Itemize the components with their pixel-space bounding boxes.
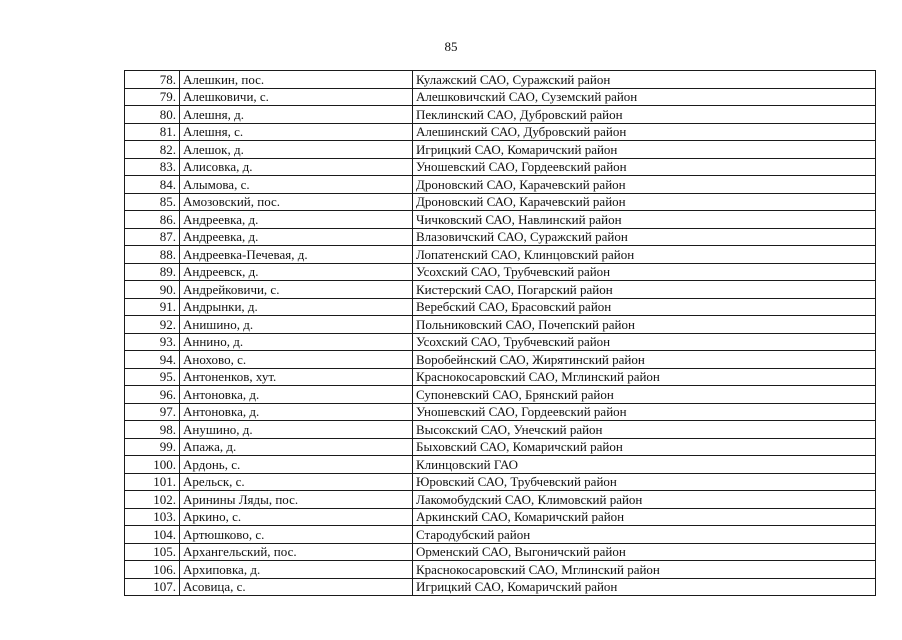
table-row bbox=[125, 281, 876, 299]
administrative-unit: Дроновский САО, Карачевский район bbox=[413, 193, 876, 211]
settlement-name: Андреевка-Печевая, д. bbox=[180, 246, 413, 264]
administrative-unit: Польниковский САО, Почепский район bbox=[413, 316, 876, 334]
settlement-name: Асовица, с. bbox=[180, 578, 413, 596]
settlements-table bbox=[124, 70, 876, 596]
administrative-unit: Влазовичский САО, Суражский район bbox=[413, 228, 876, 246]
administrative-unit: Уношевский САО, Гордеевский район bbox=[413, 158, 876, 176]
administrative-unit: Веребский САО, Брасовский район bbox=[413, 298, 876, 316]
settlement-name: Андреевка, д. bbox=[180, 211, 413, 229]
administrative-unit: Краснокосаровский САО, Мглинский район bbox=[413, 561, 876, 579]
table-row bbox=[125, 386, 876, 404]
table-row bbox=[125, 88, 876, 106]
table-row bbox=[125, 211, 876, 229]
row-number: 82. bbox=[125, 141, 180, 159]
table-row bbox=[125, 298, 876, 316]
row-number: 103. bbox=[125, 508, 180, 526]
table-row bbox=[125, 456, 876, 474]
settlement-name: Андрейковичи, с. bbox=[180, 281, 413, 299]
settlement-name: Апажа, д. bbox=[180, 438, 413, 456]
settlement-name: Антоновка, д. bbox=[180, 386, 413, 404]
row-number: 102. bbox=[125, 491, 180, 509]
settlement-name: Андрынки, д. bbox=[180, 298, 413, 316]
row-number: 78. bbox=[125, 71, 180, 89]
administrative-unit: Стародубский район bbox=[413, 526, 876, 544]
administrative-unit: Быховский САО, Комаричский район bbox=[413, 438, 876, 456]
settlement-name: Архангельский, пос. bbox=[180, 543, 413, 561]
table-row bbox=[125, 333, 876, 351]
row-number: 94. bbox=[125, 351, 180, 369]
administrative-unit: Аркинский САО, Комаричский район bbox=[413, 508, 876, 526]
administrative-unit: Супоневский САО, Брянский район bbox=[413, 386, 876, 404]
row-number: 89. bbox=[125, 263, 180, 281]
table-row bbox=[125, 403, 876, 421]
settlement-name: Антоновка, д. bbox=[180, 403, 413, 421]
row-number: 101. bbox=[125, 473, 180, 491]
administrative-unit: Дроновский САО, Карачевский район bbox=[413, 176, 876, 194]
row-number: 79. bbox=[125, 88, 180, 106]
row-number: 83. bbox=[125, 158, 180, 176]
administrative-unit: Алешковичский САО, Суземский район bbox=[413, 88, 876, 106]
settlement-name: Алешня, с. bbox=[180, 123, 413, 141]
table-row bbox=[125, 106, 876, 124]
row-number: 91. bbox=[125, 298, 180, 316]
administrative-unit: Высокский САО, Унечский район bbox=[413, 421, 876, 439]
table-row bbox=[125, 176, 876, 194]
row-number: 106. bbox=[125, 561, 180, 579]
administrative-unit: Кистерский САО, Погарский район bbox=[413, 281, 876, 299]
settlement-name: Ардонь, с. bbox=[180, 456, 413, 474]
table-row bbox=[125, 368, 876, 386]
table-row bbox=[125, 421, 876, 439]
table-row bbox=[125, 508, 876, 526]
table-row bbox=[125, 71, 876, 89]
row-number: 107. bbox=[125, 578, 180, 596]
table-row bbox=[125, 561, 876, 579]
settlement-name: Алешковичи, с. bbox=[180, 88, 413, 106]
row-number: 98. bbox=[125, 421, 180, 439]
row-number: 96. bbox=[125, 386, 180, 404]
settlement-name: Аннино, д. bbox=[180, 333, 413, 351]
settlements-table-body bbox=[125, 71, 876, 596]
row-number: 81. bbox=[125, 123, 180, 141]
table-row bbox=[125, 351, 876, 369]
row-number: 104. bbox=[125, 526, 180, 544]
table-row bbox=[125, 193, 876, 211]
row-number: 84. bbox=[125, 176, 180, 194]
administrative-unit: Алешинский САО, Дубровский район bbox=[413, 123, 876, 141]
row-number: 87. bbox=[125, 228, 180, 246]
settlement-name: Алешня, д. bbox=[180, 106, 413, 124]
administrative-unit: Лопатенский САО, Клинцовский район bbox=[413, 246, 876, 264]
table-row bbox=[125, 263, 876, 281]
administrative-unit: Усохский САО, Трубчевский район bbox=[413, 263, 876, 281]
settlement-name: Андреевка, д. bbox=[180, 228, 413, 246]
row-number: 86. bbox=[125, 211, 180, 229]
table-row bbox=[125, 578, 876, 596]
settlement-name: Анушино, д. bbox=[180, 421, 413, 439]
row-number: 97. bbox=[125, 403, 180, 421]
administrative-unit: Пеклинский САО, Дубровский район bbox=[413, 106, 876, 124]
administrative-unit: Игрицкий САО, Комаричский район bbox=[413, 578, 876, 596]
administrative-unit: Юровский САО, Трубчевский район bbox=[413, 473, 876, 491]
administrative-unit: Игрицкий САО, Комаричский район bbox=[413, 141, 876, 159]
row-number: 85. bbox=[125, 193, 180, 211]
settlement-name: Андреевск, д. bbox=[180, 263, 413, 281]
settlement-name: Артюшково, с. bbox=[180, 526, 413, 544]
settlement-name: Алешкин, пос. bbox=[180, 71, 413, 89]
table-row bbox=[125, 491, 876, 509]
row-number: 95. bbox=[125, 368, 180, 386]
administrative-unit: Кулажский САО, Суражский район bbox=[413, 71, 876, 89]
row-number: 88. bbox=[125, 246, 180, 264]
row-number: 80. bbox=[125, 106, 180, 124]
administrative-unit: Клинцовский ГАО bbox=[413, 456, 876, 474]
table-row bbox=[125, 228, 876, 246]
row-number: 93. bbox=[125, 333, 180, 351]
row-number: 99. bbox=[125, 438, 180, 456]
table-row bbox=[125, 158, 876, 176]
table-row bbox=[125, 316, 876, 334]
administrative-unit: Воробейнский САО, Жирятинский район bbox=[413, 351, 876, 369]
settlement-name: Аринины Ляды, пос. bbox=[180, 491, 413, 509]
administrative-unit: Лакомобудский САО, Климовский район bbox=[413, 491, 876, 509]
settlement-name: Амозовский, пос. bbox=[180, 193, 413, 211]
row-number: 90. bbox=[125, 281, 180, 299]
settlement-name: Анохово, с. bbox=[180, 351, 413, 369]
table-row bbox=[125, 473, 876, 491]
table-row bbox=[125, 246, 876, 264]
table-row bbox=[125, 526, 876, 544]
table-row bbox=[125, 543, 876, 561]
settlement-name: Анишино, д. bbox=[180, 316, 413, 334]
row-number: 92. bbox=[125, 316, 180, 334]
settlement-name: Аркино, с. bbox=[180, 508, 413, 526]
table-row bbox=[125, 123, 876, 141]
row-number: 105. bbox=[125, 543, 180, 561]
administrative-unit: Чичковский САО, Навлинский район bbox=[413, 211, 876, 229]
administrative-unit: Орменский САО, Выгоничский район bbox=[413, 543, 876, 561]
page-number: 85 bbox=[444, 39, 458, 54]
settlement-name: Алешок, д. bbox=[180, 141, 413, 159]
table-row bbox=[125, 141, 876, 159]
row-number: 100. bbox=[125, 456, 180, 474]
administrative-unit: Усохский САО, Трубчевский район bbox=[413, 333, 876, 351]
settlement-name: Арельск, с. bbox=[180, 473, 413, 491]
table-row bbox=[125, 438, 876, 456]
administrative-unit: Уношевский САО, Гордеевский район bbox=[413, 403, 876, 421]
settlement-name: Антоненков, хут. bbox=[180, 368, 413, 386]
settlement-name: Алисовка, д. bbox=[180, 158, 413, 176]
settlement-name: Архиповка, д. bbox=[180, 561, 413, 579]
settlement-name: Алымова, с. bbox=[180, 176, 413, 194]
administrative-unit: Краснокосаровский САО, Мглинский район bbox=[413, 368, 876, 386]
